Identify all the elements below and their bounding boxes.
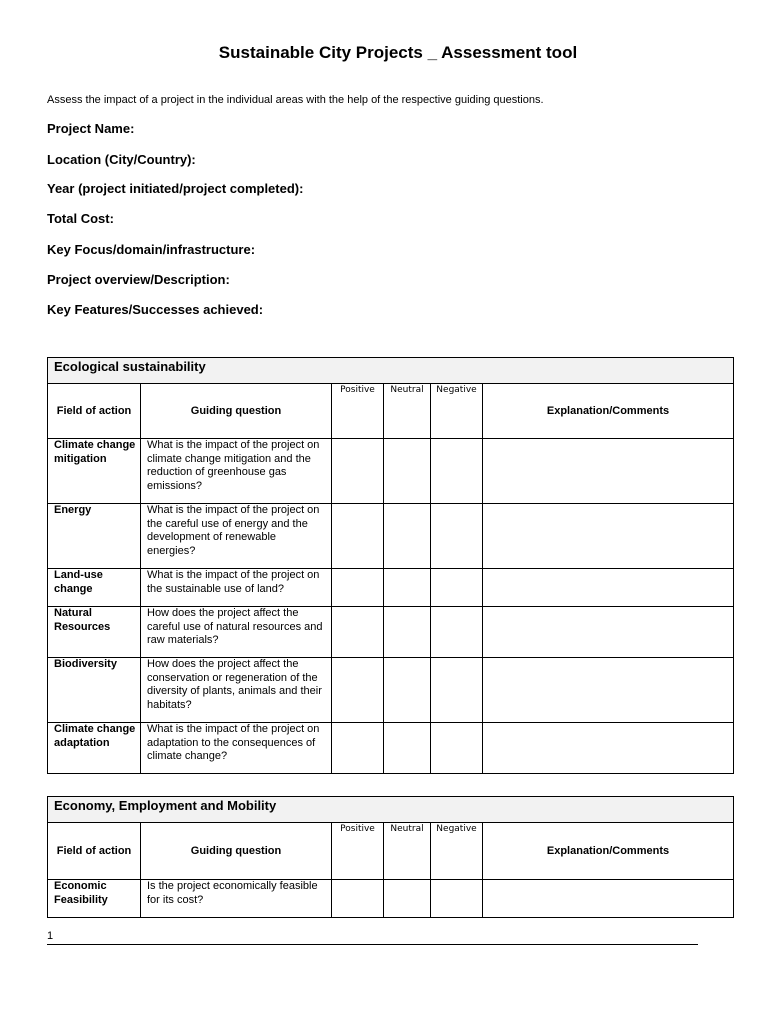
positive-cell[interactable] — [332, 607, 384, 658]
col-header-question: Guiding question — [141, 384, 332, 439]
negative-cell[interactable] — [431, 439, 483, 504]
neutral-cell[interactable] — [384, 880, 431, 918]
guiding-question: What is the impact of the project on the sustainable use of land? — [141, 569, 332, 607]
col-header-neutral: Neutral — [384, 384, 431, 439]
negative-cell[interactable] — [431, 504, 483, 569]
table-row — [48, 504, 734, 569]
field-of-action: Energy — [48, 504, 141, 569]
guiding-question: What is the impact of the project on adaptation to the consequences of climate change? — [141, 723, 332, 774]
table-row — [48, 723, 734, 774]
field-of-action: Climate change adaptation — [48, 723, 141, 774]
neutral-cell[interactable] — [384, 607, 431, 658]
section-title: Economy, Employment and Mobility — [48, 797, 734, 823]
section-title: Ecological sustainability — [48, 358, 734, 384]
comments-cell[interactable] — [483, 607, 734, 658]
guiding-question: What is the impact of the project on climate change mitigation and the reduction of greenhouse gas emissions? — [141, 439, 332, 504]
negative-cell[interactable] — [431, 723, 483, 774]
guiding-question: How does the project affect the conservation or regeneration of the diversity of plants, animals and their habitats? — [141, 658, 332, 723]
col-header-field: Field of action — [48, 384, 141, 439]
field-overview: Project overview/Description: — [47, 272, 230, 287]
neutral-cell[interactable] — [384, 569, 431, 607]
field-key-features: Key Features/Successes achieved: — [47, 302, 264, 317]
table-row — [48, 569, 734, 607]
neutral-cell[interactable] — [384, 658, 431, 723]
positive-cell[interactable] — [332, 880, 384, 918]
intro-text: Assess the impact of a project in the individual areas with the help of the respective guiding questions. — [47, 94, 544, 106]
table-row — [48, 880, 734, 918]
negative-cell[interactable] — [431, 607, 483, 658]
negative-cell[interactable] — [431, 658, 483, 723]
guiding-question: What is the impact of the project on the careful use of energy and the development of renewable energies? — [141, 504, 332, 569]
col-header-positive: Positive — [332, 823, 384, 880]
document-title: Sustainable City Projects _ Assessment tool — [218, 43, 578, 62]
comments-cell[interactable] — [483, 504, 734, 569]
field-key-focus: Key Focus/domain/infrastructure: — [47, 242, 256, 257]
field-location: Location (City/Country): — [47, 152, 196, 167]
positive-cell[interactable] — [332, 439, 384, 504]
comments-cell[interactable] — [483, 569, 734, 607]
guiding-question: Is the project economically feasible for its cost? — [141, 880, 332, 918]
col-header-question: Guiding question — [141, 823, 332, 880]
col-header-explanation: Explanation/Comments — [483, 384, 734, 439]
positive-cell[interactable] — [332, 569, 384, 607]
economy-table — [47, 796, 734, 918]
positive-cell[interactable] — [332, 504, 384, 569]
col-header-field: Field of action — [48, 823, 141, 880]
positive-cell[interactable] — [332, 723, 384, 774]
col-header-explanation: Explanation/Comments — [483, 823, 734, 880]
comments-cell[interactable] — [483, 723, 734, 774]
footer-divider — [47, 944, 698, 945]
neutral-cell[interactable] — [384, 439, 431, 504]
field-of-action: Land-use change — [48, 569, 141, 607]
field-project-name: Project Name: — [47, 121, 135, 136]
table-row — [48, 607, 734, 658]
negative-cell[interactable] — [431, 880, 483, 918]
field-of-action: Economic Feasibility — [48, 880, 141, 918]
col-header-neutral: Neutral — [384, 823, 431, 880]
ecological-table — [47, 357, 734, 774]
col-header-negative: Negative — [431, 823, 483, 880]
guiding-question: How does the project affect the careful use of natural resources and raw materials? — [141, 607, 332, 658]
positive-cell[interactable] — [332, 658, 384, 723]
col-header-negative: Negative — [431, 384, 483, 439]
page-number: 1 — [47, 930, 54, 942]
comments-cell[interactable] — [483, 880, 734, 918]
col-header-positive: Positive — [332, 384, 384, 439]
field-year: Year (project initiated/project completed): — [47, 181, 304, 196]
neutral-cell[interactable] — [384, 723, 431, 774]
table-row — [48, 439, 734, 504]
table-row — [48, 658, 734, 723]
neutral-cell[interactable] — [384, 504, 431, 569]
negative-cell[interactable] — [431, 569, 483, 607]
field-of-action: Biodiversity — [48, 658, 141, 723]
comments-cell[interactable] — [483, 658, 734, 723]
field-of-action: Climate change mitigation — [48, 439, 141, 504]
comments-cell[interactable] — [483, 439, 734, 504]
field-of-action: Natural Resources — [48, 607, 141, 658]
field-total-cost: Total Cost: — [47, 211, 114, 226]
